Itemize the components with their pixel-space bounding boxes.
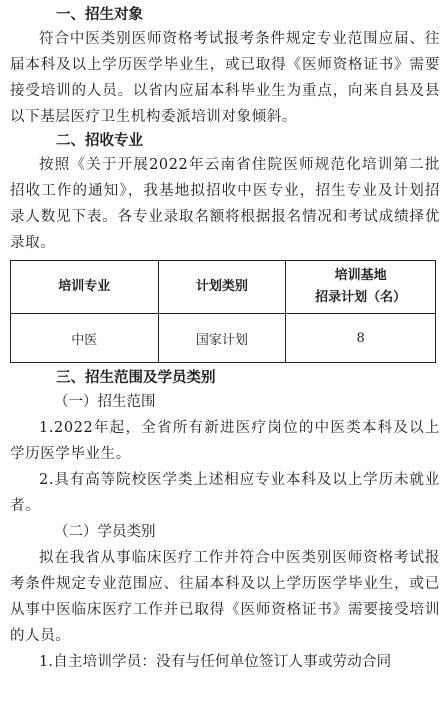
header-plan-category: 计划类别: [158, 261, 286, 314]
subsection-2-title: （二）学员类别: [54, 524, 156, 540]
cell-quota: 8: [286, 314, 436, 363]
table-row: [11, 314, 436, 363]
enrollment-plan-table: [10, 260, 436, 363]
header-quota-label: 招录计划（名）: [315, 290, 407, 305]
section-2-heading: 二、招收专业: [56, 133, 143, 149]
header-base-quota: [286, 261, 436, 314]
cell-plan-category: 国家计划: [158, 314, 286, 363]
subsection-1-title: （一）招生范围: [54, 394, 156, 410]
table-header-row: [11, 261, 436, 314]
header-base-label: 培训基地: [334, 268, 387, 283]
section-2-paragraph: 按照《关于开展2022年云南省住院医师规范化培训第二批招收工作的通知》，我基地拟招收中医专业，招生专业及计划招录人数见下表。各专业录取名额将根据报名情况和考试成绩择优录取。: [10, 157, 440, 251]
section-3-heading: 三、招生范围及学员类别: [56, 370, 216, 386]
trainee-category-item-1: 1.自主培训学员：没有与任何单位签订人事或劳动合同: [39, 654, 392, 670]
trainee-category-paragraph: 拟在我省从事临床医疗工作并符合中医类别医师资格考试报考条件规定专业范围应、往届本科及以上学历医学毕业生，或已从事中医临床医疗工作并已取得《医师资格证书》需要接受培训的人员。: [10, 550, 440, 644]
section-1-paragraph: 符合中医类别医师资格考试报考条件规定专业范围应届、往届本科及以上学历医学毕业生，或已取得《医师资格证书》需要接受培训的人员。以省内应届本科毕业生为重点，向来自县及县以下基层医疗卫生机构委派培训对象倾斜。: [10, 31, 440, 125]
section-1-heading: 一、招生对象: [56, 7, 143, 23]
scope-item-1: 1.2022年起，全省所有新进医疗岗位的中医类本科及以上学历医学毕业生。: [10, 420, 440, 462]
scope-item-2: 2.具有高等院校医学类上述相应专业本科及以上学历未就业者。: [10, 472, 440, 514]
header-specialty: 培训专业: [11, 261, 159, 314]
cell-specialty: 中医: [11, 314, 159, 363]
